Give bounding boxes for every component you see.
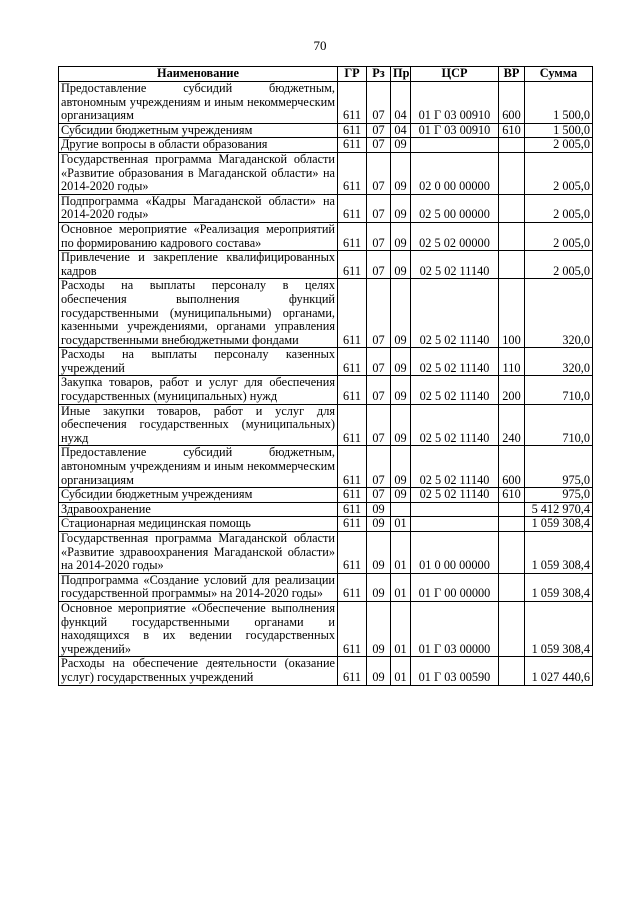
- table-row: [59, 348, 593, 376]
- cell-pr: 01: [391, 517, 411, 532]
- cell-rz: 07: [367, 376, 391, 404]
- cell-pr: 09: [391, 138, 411, 153]
- cell-gr: 611: [338, 123, 367, 138]
- cell-gr: 611: [338, 138, 367, 153]
- table-row: [59, 279, 593, 348]
- cell-pr: 01: [391, 532, 411, 574]
- cell-rz: 07: [367, 348, 391, 376]
- cell-pr: 09: [391, 152, 411, 194]
- cell-csr: [411, 502, 499, 517]
- budget-table: [58, 66, 593, 686]
- table-row: [59, 376, 593, 404]
- cell-sum: 2 005,0: [525, 222, 593, 250]
- cell-name: Расходы на обеспечение деятельности (оказание услуг) государственных учреждений: [59, 657, 338, 685]
- cell-csr: 01 Г 00 00000: [411, 573, 499, 601]
- page-number: 70: [313, 38, 327, 53]
- cell-gr: 611: [338, 152, 367, 194]
- cell-vr: 610: [499, 123, 525, 138]
- cell-pr: 04: [391, 82, 411, 124]
- cell-sum: 1 059 308,4: [525, 532, 593, 574]
- cell-pr: 09: [391, 488, 411, 503]
- cell-csr: 02 5 00 00000: [411, 194, 499, 222]
- cell-rz: 07: [367, 123, 391, 138]
- cell-csr: 02 5 02 00000: [411, 222, 499, 250]
- cell-name: Основное мероприятие «Обеспечение выполнения функций государственными органами и находящихся в их ведении государственных учреждений»: [59, 601, 338, 656]
- cell-csr: [411, 517, 499, 532]
- table-row: [59, 517, 593, 532]
- cell-rz: 09: [367, 502, 391, 517]
- cell-gr: 611: [338, 601, 367, 656]
- header-sum: Сумма: [525, 67, 593, 82]
- cell-gr: 611: [338, 446, 367, 488]
- cell-csr: 02 5 02 11140: [411, 404, 499, 446]
- cell-rz: 07: [367, 446, 391, 488]
- cell-vr: [499, 517, 525, 532]
- cell-pr: 09: [391, 404, 411, 446]
- cell-vr: [499, 502, 525, 517]
- cell-name: Здравоохранение: [59, 502, 338, 517]
- table-row: [59, 222, 593, 250]
- cell-gr: 611: [338, 573, 367, 601]
- cell-csr: 02 5 02 11140: [411, 251, 499, 279]
- cell-vr: [499, 138, 525, 153]
- cell-csr: 01 Г 03 00590: [411, 657, 499, 685]
- table-row: [59, 138, 593, 153]
- cell-csr: 02 5 02 11140: [411, 488, 499, 503]
- cell-name: Подпрограмма «Кадры Магаданской области» на 2014-2020 годы»: [59, 194, 338, 222]
- cell-rz: 07: [367, 152, 391, 194]
- cell-rz: 07: [367, 251, 391, 279]
- cell-gr: 611: [338, 279, 367, 348]
- cell-vr: [499, 532, 525, 574]
- header-vr: ВР: [499, 67, 525, 82]
- cell-name: Предоставление субсидий бюджетным, автономным учреждениям и иным некоммерческим организациям: [59, 446, 338, 488]
- table-row: [59, 488, 593, 503]
- cell-gr: 611: [338, 376, 367, 404]
- cell-sum: 2 005,0: [525, 138, 593, 153]
- cell-csr: 02 0 00 00000: [411, 152, 499, 194]
- header-csr: ЦСР: [411, 67, 499, 82]
- table-body: [59, 82, 593, 686]
- table-row: [59, 251, 593, 279]
- cell-sum: 2 005,0: [525, 152, 593, 194]
- cell-pr: 09: [391, 194, 411, 222]
- cell-gr: 611: [338, 532, 367, 574]
- table-row: [59, 404, 593, 446]
- header-gr: ГР: [338, 67, 367, 82]
- cell-gr: 611: [338, 82, 367, 124]
- cell-sum: 320,0: [525, 348, 593, 376]
- cell-sum: 2 005,0: [525, 194, 593, 222]
- table-row: [59, 82, 593, 124]
- cell-name: Государственная программа Магаданской области «Развитие здравоохранения Магаданской области» на 2014-2020 годы»: [59, 532, 338, 574]
- cell-pr: 09: [391, 222, 411, 250]
- cell-vr: [499, 657, 525, 685]
- cell-csr: 01 Г 03 00910: [411, 82, 499, 124]
- table-row: [59, 573, 593, 601]
- cell-name: Другие вопросы в области образования: [59, 138, 338, 153]
- cell-gr: 611: [338, 194, 367, 222]
- cell-vr: 100: [499, 279, 525, 348]
- cell-vr: [499, 194, 525, 222]
- cell-csr: 01 Г 03 00910: [411, 123, 499, 138]
- cell-csr: [411, 138, 499, 153]
- cell-name: Субсидии бюджетным учреждениям: [59, 123, 338, 138]
- cell-rz: 07: [367, 138, 391, 153]
- cell-name: Иные закупки товаров, работ и услуг для обеспечения государственных (муниципальных) нужд: [59, 404, 338, 446]
- table-row: [59, 123, 593, 138]
- cell-gr: 611: [338, 251, 367, 279]
- cell-rz: 07: [367, 404, 391, 446]
- cell-rz: 07: [367, 279, 391, 348]
- cell-name: Расходы на выплаты персоналу казенных учреждений: [59, 348, 338, 376]
- cell-csr: 01 0 00 00000: [411, 532, 499, 574]
- cell-sum: 710,0: [525, 404, 593, 446]
- cell-rz: 09: [367, 601, 391, 656]
- cell-csr: 02 5 02 11140: [411, 279, 499, 348]
- cell-sum: 1 059 308,4: [525, 573, 593, 601]
- cell-pr: 09: [391, 446, 411, 488]
- cell-gr: 611: [338, 657, 367, 685]
- cell-csr: 02 5 02 11140: [411, 376, 499, 404]
- header-name: Наименование: [59, 67, 338, 82]
- cell-sum: 1 059 308,4: [525, 517, 593, 532]
- table-row: [59, 194, 593, 222]
- table-row: [59, 152, 593, 194]
- cell-rz: 09: [367, 532, 391, 574]
- cell-sum: 975,0: [525, 488, 593, 503]
- cell-gr: 611: [338, 404, 367, 446]
- cell-name: Закупка товаров, работ и услуг для обеспечения государственных (муниципальных) нужд: [59, 376, 338, 404]
- cell-sum: 710,0: [525, 376, 593, 404]
- cell-vr: [499, 573, 525, 601]
- cell-name: Стационарная медицинская помощь: [59, 517, 338, 532]
- cell-gr: 611: [338, 502, 367, 517]
- cell-name: Основное мероприятие «Реализация мероприятий по формированию кадрового состава»: [59, 222, 338, 250]
- cell-gr: 611: [338, 348, 367, 376]
- table-row: [59, 502, 593, 517]
- cell-name: Субсидии бюджетным учреждениям: [59, 488, 338, 503]
- cell-pr: 04: [391, 123, 411, 138]
- cell-vr: [499, 222, 525, 250]
- cell-sum: 1 059 308,4: [525, 601, 593, 656]
- cell-csr: 02 5 02 11140: [411, 446, 499, 488]
- cell-sum: 975,0: [525, 446, 593, 488]
- cell-sum: 5 412 970,4: [525, 502, 593, 517]
- cell-gr: 611: [338, 222, 367, 250]
- cell-pr: 01: [391, 601, 411, 656]
- cell-pr: 09: [391, 251, 411, 279]
- cell-vr: 610: [499, 488, 525, 503]
- table-row: [59, 446, 593, 488]
- cell-sum: 2 005,0: [525, 251, 593, 279]
- cell-vr: [499, 251, 525, 279]
- cell-name: Привлечение и закрепление квалифицированных кадров: [59, 251, 338, 279]
- header-rz: Рз: [367, 67, 391, 82]
- cell-pr: 09: [391, 376, 411, 404]
- cell-rz: 09: [367, 657, 391, 685]
- cell-vr: [499, 152, 525, 194]
- cell-rz: 07: [367, 222, 391, 250]
- header-row: [59, 67, 593, 82]
- header-pr: Пр: [391, 67, 411, 82]
- table-row: [59, 601, 593, 656]
- table-header: [59, 67, 593, 82]
- cell-gr: 611: [338, 488, 367, 503]
- cell-rz: 07: [367, 488, 391, 503]
- cell-name: Государственная программа Магаданской области «Развитие образования в Магаданской области» на 2014-2020 годы»: [59, 152, 338, 194]
- cell-pr: [391, 502, 411, 517]
- cell-pr: 01: [391, 657, 411, 685]
- cell-sum: 1 500,0: [525, 82, 593, 124]
- cell-pr: 09: [391, 348, 411, 376]
- cell-vr: [499, 601, 525, 656]
- cell-rz: 07: [367, 194, 391, 222]
- cell-vr: 600: [499, 82, 525, 124]
- cell-vr: 600: [499, 446, 525, 488]
- cell-rz: 09: [367, 573, 391, 601]
- cell-vr: 110: [499, 348, 525, 376]
- cell-vr: 240: [499, 404, 525, 446]
- cell-sum: 1 500,0: [525, 123, 593, 138]
- cell-name: Подпрограмма «Создание условий для реализации государственной программы» на 2014-2020 годы»: [59, 573, 338, 601]
- cell-pr: 09: [391, 279, 411, 348]
- cell-csr: 02 5 02 11140: [411, 348, 499, 376]
- cell-pr: 01: [391, 573, 411, 601]
- table-row: [59, 657, 593, 685]
- cell-sum: 1 027 440,6: [525, 657, 593, 685]
- cell-name: Расходы на выплаты персоналу в целях обеспечения выполнения функций государственными (муниципальными) органами, казенными учреждениями, органами управления государственными внебюджетными фондами: [59, 279, 338, 348]
- cell-rz: 09: [367, 517, 391, 532]
- cell-gr: 611: [338, 517, 367, 532]
- cell-vr: 200: [499, 376, 525, 404]
- cell-sum: 320,0: [525, 279, 593, 348]
- cell-csr: 01 Г 03 00000: [411, 601, 499, 656]
- cell-rz: 07: [367, 82, 391, 124]
- table-row: [59, 532, 593, 574]
- cell-name: Предоставление субсидий бюджетным, автономным учреждениям и иным некоммерческим организациям: [59, 82, 338, 124]
